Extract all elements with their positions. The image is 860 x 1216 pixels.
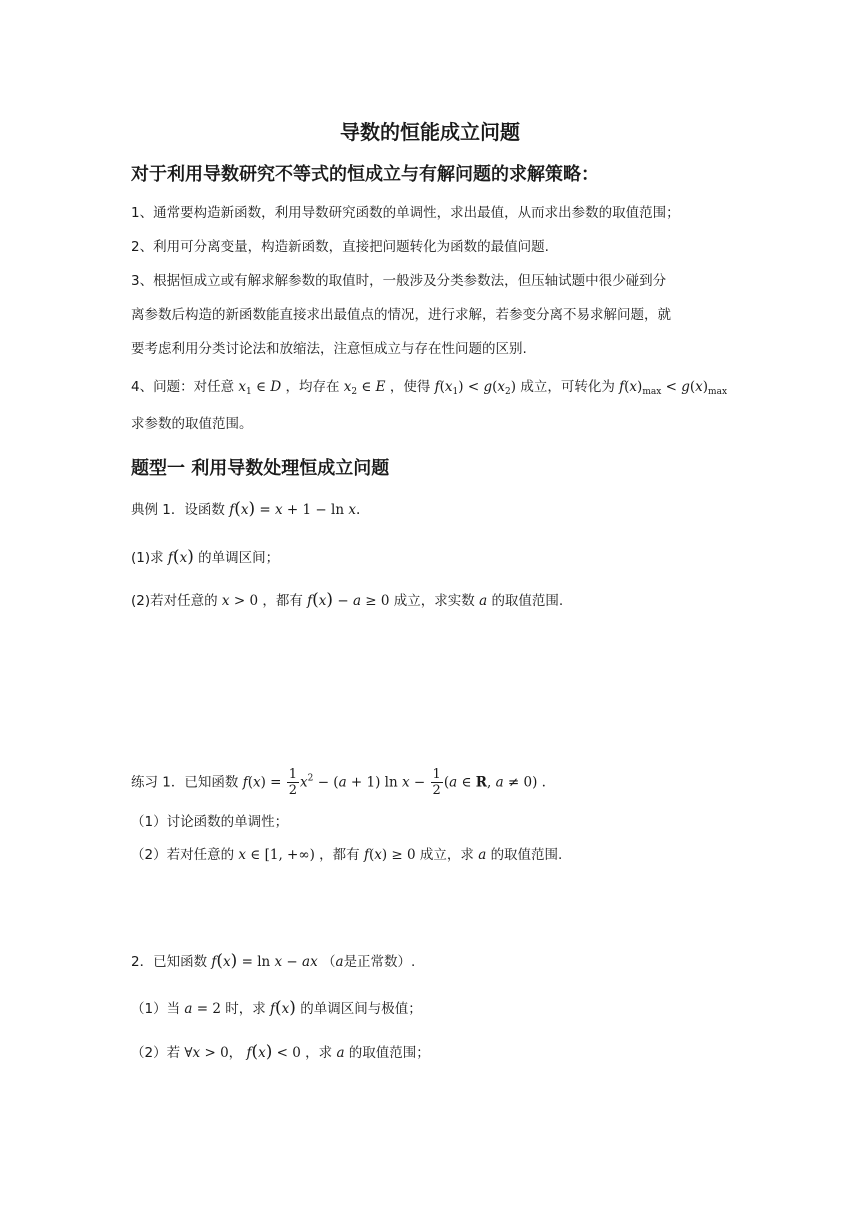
- formula-f-x-lt-0: f: [246, 1045, 252, 1061]
- example1-q2-mid2: 成立，求实数: [393, 593, 475, 609]
- strategy-item-1: 1、通常要构造新函数，利用导数研究函数的单调性，求出最值，从而求出参数的取值范围；: [131, 205, 680, 221]
- problem2-statement: 2．已知函数 f(x) = ln x − ax （a是正常数）.: [131, 951, 416, 971]
- formula-f-x-minus-a-ge-0: f: [307, 593, 313, 609]
- problem2-q2-post: 的取值范围；: [348, 1045, 430, 1061]
- formula-a-eq-2: a: [184, 1001, 193, 1017]
- example1-question-2: (2)若对任意的 x > 0 ，都有 f(x) − a ≥ 0 成立，求实数 a 的取值范围.: [131, 590, 564, 610]
- strategy-item-4: 4、问题：对任意 $x_1$ ∈ D ，均存在 $x_2$ ∈ E ，使得 $f(x_1) < g(x_2)$ 成立，可转化为 $f(x)_{max} < g(x)_{max}$: [131, 379, 728, 397]
- formula-f-x-plus-1-minus-ln-x: f: [229, 502, 235, 518]
- example1-q2-mid: ，都有: [262, 593, 303, 609]
- exercise1-question-2: （2）若对任意的 x ∈ [1, +∞) ，都有 f(x) ≥ 0 成立，求 a 的取值范围.: [131, 847, 563, 863]
- strategy-item-3-line-3: 要考虑利用分类讨论法和放缩法，注意恒成立与存在性问题的区别.: [131, 341, 527, 357]
- formula-x2-in-e: $x_2$ ∈ E: [343, 379, 386, 397]
- strategy-item-4-line-2: 求参数的取值范围。: [131, 416, 253, 432]
- strategy-item-3-line-1: 3、根据恒成立或有解求解参数的取值时，一般涉及分类参数法，但压轴试题中很少碰到分: [131, 273, 667, 289]
- problem2-question-1: （1）当 a = 2 时，求 f(x) 的单调区间与极值；: [131, 998, 422, 1018]
- example1-q2-pre: (2)若对任意的: [131, 593, 218, 609]
- problem2-q2-mid: ，求: [305, 1045, 333, 1061]
- formula-f-x: f: [167, 550, 173, 566]
- exercise1-statement: 练习 1．已知函数 f(x) = $\frac{1}{2}$ $x^2 - (a + 1)$ ln x − $\frac{1}{2}$ (a ∈ R, a ≠ 0) .: [131, 767, 546, 798]
- problem2-q1-post: 的单调区间与极值；: [300, 1001, 422, 1017]
- page-title: 导数的恒能成立问题: [340, 120, 520, 144]
- formula-forall-x-gt-0: ∀: [184, 1045, 193, 1061]
- problem2-q2-pre: （2）若: [131, 1045, 181, 1061]
- strategy-item-3-line-2: 离参数后构造的新函数能直接求出最值点的情况，进行求解，若参变分离不易求解问题，就: [131, 307, 671, 323]
- problem2-q2-sep: ，: [228, 1045, 243, 1061]
- formula-f-less-g: f: [434, 379, 440, 395]
- exercise1-q2-post: 的取值范围.: [490, 847, 563, 863]
- strategy4-text-4: 成立，可转化为: [520, 379, 615, 395]
- problem2-note-pre: （: [322, 954, 336, 970]
- strategy4-text-1: 4、问题：对任意: [131, 379, 235, 395]
- formula-x1-in-d: $x_1$ ∈ D: [238, 379, 282, 397]
- exercise1-question-1: （1）讨论函数的单调性；: [131, 814, 289, 830]
- problem2-intro: 2．已知函数: [131, 954, 208, 970]
- strategy-heading: 对于利用导数研究不等式的恒成立与有解问题的求解策略：: [131, 164, 599, 185]
- formula-f-x-ge-0: f: [363, 847, 369, 863]
- example1-question-1: (1)求 f(x) 的单调区间；: [131, 547, 280, 567]
- strategy-item-2: 2、利用可分离变量，构造新函数，直接把问题转化为函数的最值问题.: [131, 239, 549, 255]
- formula-fmax-less-gmax: f: [619, 379, 625, 395]
- example1-q1-post: 的单调区间；: [198, 550, 280, 566]
- exercise1-intro: 练习 1．已知函数: [131, 774, 239, 791]
- exercise1-q2-pre: （2）若对任意的: [131, 847, 235, 863]
- problem2-question-2: （2）若 ∀x > 0， f(x) < 0 ，求 a 的取值范围；: [131, 1042, 430, 1062]
- strategy4-text-2: ，均存在: [285, 379, 340, 395]
- example1-q2-post: 的取值范围.: [491, 593, 564, 609]
- problem2-q1-pre: （1）当: [131, 1001, 181, 1017]
- formula-a-4: a: [336, 1045, 345, 1061]
- formula-exercise1-function: f: [242, 774, 248, 791]
- exercise1-q2-mid2: 成立，求: [419, 847, 474, 863]
- strategy4-text-3: ，使得: [389, 379, 431, 395]
- problem2-q1-mid: 时，求: [225, 1001, 266, 1017]
- example1-q1-pre: (1)求: [131, 550, 164, 566]
- formula-a-2: a: [478, 847, 487, 863]
- formula-f-x-ln-x-minus-ax: f: [211, 954, 217, 970]
- formula-x-in-interval: x: [238, 847, 247, 863]
- formula-a-3: a: [335, 954, 344, 970]
- section1-heading: 题型一 利用导数处理恒成立问题: [131, 458, 390, 479]
- problem2-note-post: 是正常数）.: [343, 954, 416, 970]
- formula-f-x-2: f: [270, 1001, 276, 1017]
- example1-statement: 典例 1．设函数 f(x) = x + 1 − ln x.: [131, 499, 361, 519]
- exercise1-q2-mid: ，都有: [319, 847, 360, 863]
- example1-intro: 典例 1．设函数: [131, 502, 225, 518]
- formula-x-gt-0: x: [221, 593, 230, 609]
- formula-a: a: [479, 593, 488, 609]
